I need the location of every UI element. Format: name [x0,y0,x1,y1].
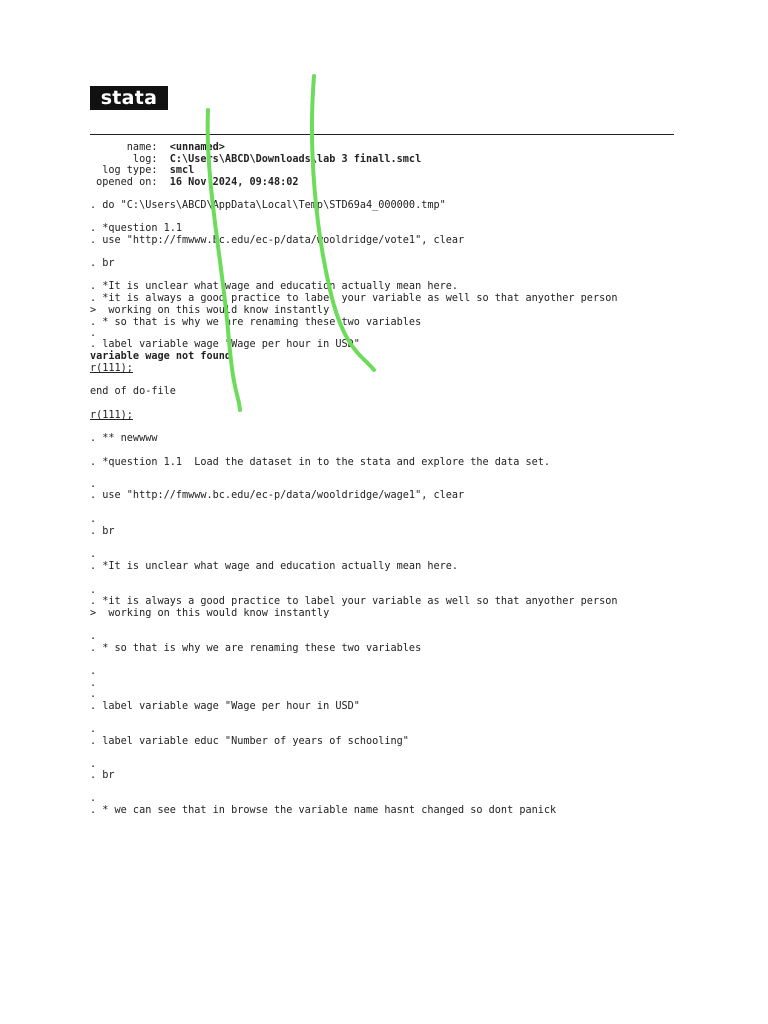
name-label: name: [90,142,170,153]
log-line: . * so that is why we are renaming these two variables [90,643,422,654]
stata-logo: stata [90,86,168,110]
log-line: . br [90,526,115,537]
log-line: . *question 1.1 Load the dataset in to the stata and explore the data set. [90,457,551,468]
log-line: . [90,479,97,490]
log-line: end of do-file [90,386,176,397]
log-line: . [90,585,97,596]
log-line: . * we can see that in browse the variable name hasnt changed so dont panick [90,805,557,816]
log-line: . br [90,770,115,781]
logtype-value: smcl [169,165,195,176]
error-message: variable wage not found [90,351,232,362]
name-value: <unnamed> [169,142,225,153]
log-line: > working on this would know instantly [90,608,330,619]
log-line: . [90,689,97,700]
log-line: . * so that is why we are renaming these two variables [90,317,422,328]
log-line: . [90,678,97,689]
log-line: . [90,666,97,677]
log-line: . use "http://fmwww.bc.edu/ec-p/data/wooldridge/wage1", clear [90,490,465,501]
log-line: . *It is unclear what wage and education actually mean here. [90,561,459,572]
log-line: . [90,328,97,339]
header-rule [90,134,674,135]
return-code-link[interactable]: r(111); [90,363,133,374]
log-line: . [90,549,97,560]
log-line: > working on this would know instantly [90,305,330,316]
log-line: . *it is always a good practice to label your variable as well so that anyother person [90,596,618,607]
return-code-link[interactable]: r(111); [90,410,133,421]
log-value: C:\Users\ABCD\Downloads\lab 3 finall.smcl [169,154,422,165]
log-line: . *it is always a good practice to label your variable as well so that anyother person [90,293,618,304]
log-label: log: [90,154,170,165]
log-line: . label variable wage "Wage per hour in USD" [90,701,360,712]
log-line: . label variable wage "Wage per hour in USD" [90,339,360,350]
log-line: . [90,514,97,525]
log-line: . [90,759,97,770]
header-name-row [90,142,225,154]
header-opened-row [90,177,299,189]
log-line: . [90,631,97,642]
log-line: . do "C:\Users\ABCD\AppData\Local\Temp\STD69a4_000000.tmp" [90,200,446,211]
header-logtype-row [90,165,194,177]
log-line: . ** newwww [90,433,158,444]
opened-value: 16 Nov 2024, 09:48:02 [169,177,299,188]
log-line: . label variable educ "Number of years of schooling" [90,736,409,747]
log-line: . *question 1.1 [90,223,183,234]
log-line: . br [90,258,115,269]
log-line: . *It is unclear what wage and education actually mean here. [90,281,459,292]
log-line: . use "http://fmwww.bc.edu/ec-p/data/wooldridge/vote1", clear [90,235,465,246]
log-line: . [90,793,97,804]
opened-label: opened on: [90,177,170,188]
log-line: . [90,724,97,735]
logtype-label: log type: [90,165,170,176]
